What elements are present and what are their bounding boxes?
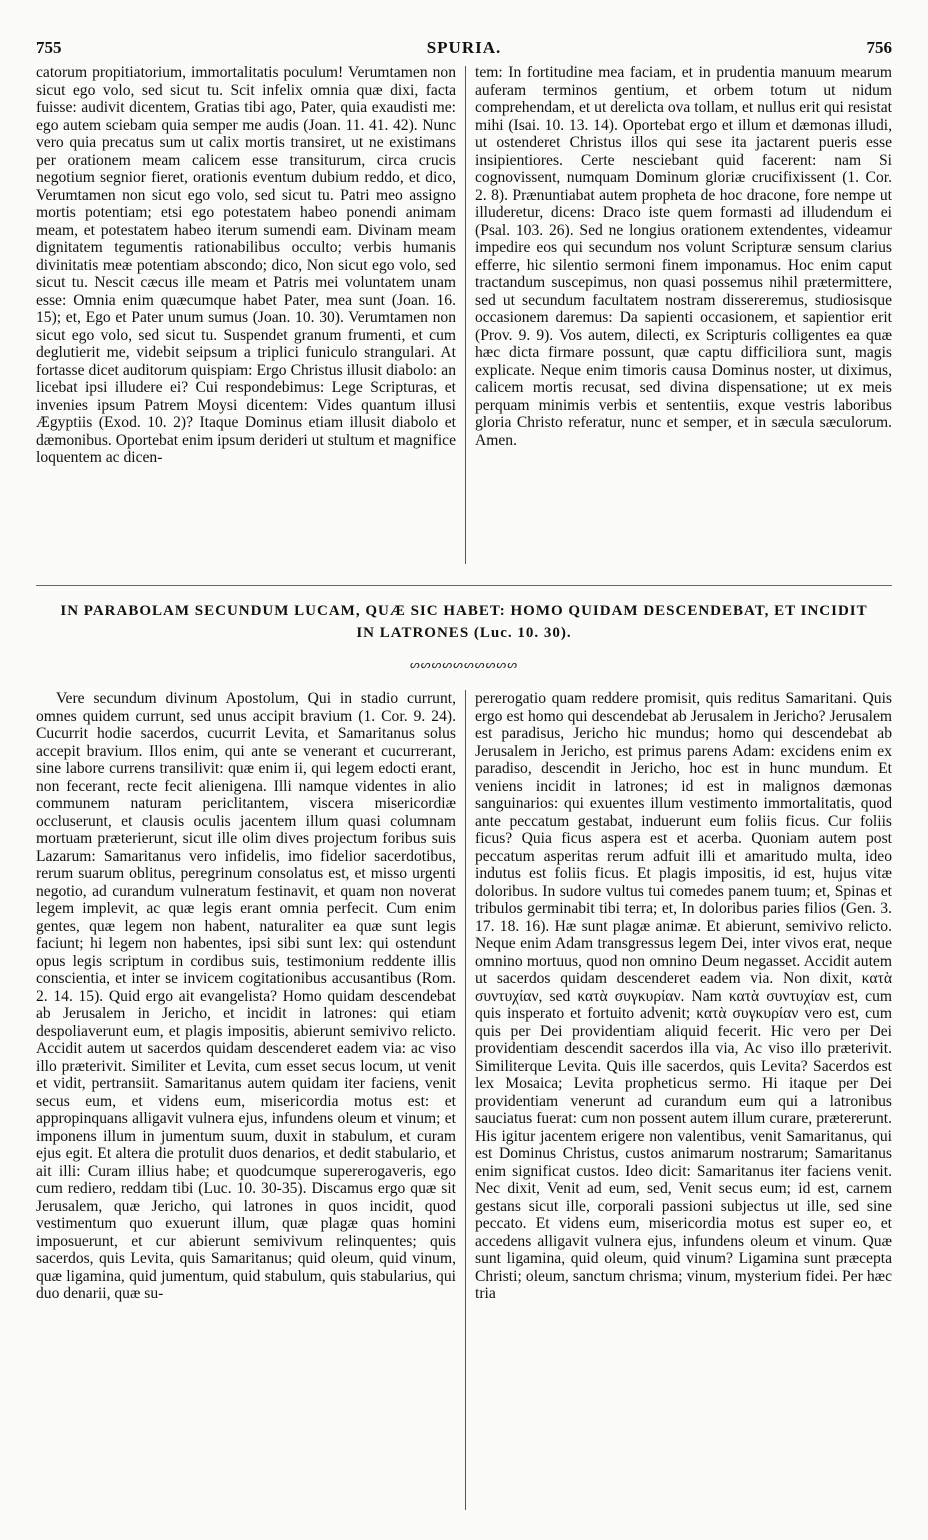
running-title: SPURIA. [426, 38, 502, 57]
bottom-right-text: pererogatio quam reddere promisit, quis reditus Samaritani. Quis ergo est homo qui descendebat ab Jerusalem in Jericho? Jerusalem est paradisus, Jericho hic mundus; homo qui descendebat ab Jerusalem in Jericho, est primus parens Adam: excidens enim ex paradiso, descendit in Jericho, hoc est in hunc mundum. Et veniens incidit in latrones; id est in malignos dæmonas sanguinarios: qui exuentes illum vestimento immortalitatis, quod ante peccatum gestabat, induerunt eum foliis ficus. Cur foliis ficus? Quia ficus aspera est et acerba. Quoniam autem post peccatum asperitas rerum adfuit illi et amaritudo multa, ideo indutus est foliis ficus. Et plagis impositis, id est, hujus vitæ doloribus. In sudore vultus tui comedes panem tuum; et, Spinas et tribulos germinabit tibi terra; et, In doloribus paries filios (Gen. 3. 17. 18. 16). Hæ sunt plagæ animæ. Et abierunt, semivivo relicto. Neque enim Adam transgressus legem Dei, inter vivos erat, neque omnino mortuus, quod non omnino Deum negasset. Accidit autem ut sacerdos quidam descenderet eadem via. Non dixit, κατὰ συντυχίαν, sed κατὰ συγκυρίαν. Nam κατὰ συντυχίαν est, cum quis insperato et fortuito advenit; κατὰ συγκυρίαν vero est, cum quis per Dei providentiam aliquid fecerit. Hic vero per Dei providentiam descendit sacerdos illa via, Ac viso illo præterivit. Similiterque Levita. Quis ille sacerdos, quis Levita? Sacerdos est lex Mosaica; Levita propheticus sermo. Hi itaque per Dei providentiam venerunt ad curandum eum qui a latronibus sauciatus fuerat: cum non possent autem illum curare, prætererunt. His igitur jacentem erigere non valentibus, venit Samaritanus, qui est Dominus Christus, custos animarum nostrarum; Samaritanus enim significat custos. Ideo dicit: Samaritanus iter faciens venit. Nec dixit, Venit ad eum, sed, Venit secus eum; id est, carnem gestans sicut ille, corporali passioni subjectus ut ille, sed sine peccato. Et videns eum, misericordia motus est super eo, et accedens alligavit vulnera ejus, infundens oleum et vinum. Quæ sunt ligamina, quid oleum, quid vinum? Ligamina sunt præcepta Christi; oleum, sanctum chrisma; vinum, mysterium fidei. Per hæc tria [475, 690, 892, 1302]
column-divider-bottom [465, 690, 466, 1510]
section-heading-line2: IN LATRONES (Luc. 10. 30). [356, 625, 572, 641]
ornament-divider: ᔕᔕᔕᔕᔕᔕᔕᔕᔕᔕ [409, 659, 519, 671]
top-right-column [475, 64, 892, 564]
section-heading-line1: IN PARABOLAM SECUNDUM LUCAM, QUÆ SIC HABET: HOMO QUIDAM DESCENDEBAT, ET INCIDIT [60, 603, 868, 619]
top-right-text: tem: In fortitudine mea faciam, et in prudentia manuum mearum auferam terminos gentium, et orbem totum ut nidum comprehendam, et ut derelicta ova tollam, et nullus erit qui resistat mihi (Isai. 10. 13. 14). Oportebat ergo et illum et dæmonas illudi, ut ostenderet Christus illos qui sese ita jactarent pueris esse insipientiores. Certe nesciebant quid facerent: nam Si cognovissent, numquam Dominum gloriæ crucifixissent (1. Cor. 2. 8). Prænuntiabat autem propheta de hoc dracone, fore nempe ut illuderetur, dicens: Draco iste quem formasti ad illudendum ei (Psal. 103. 26). Sed ne longius orationem extendentes, videamur impedire eos qui secundum nos volunt Scripturæ sensum clarius efferre, hic silentio sermoni finem imponamus. Hoc enim caput tractandum suscepimus, non quasi possemus nihil prætermittere, sed ut secundum facultatem nostram dissereremus, studiosisque occasionem daremus: Da sapienti occasionem, et sapientior erit (Prov. 9. 9). Vos autem, dilecti, ex Scripturis colligentes ea quæ hæc dicta firmare possunt, quæ captu difficiliora sunt, magis explicate. Neque enim timoris causa Dominus noster, ut diximus, calicem mortis recusat, sed divina dispensatione; ut ex meis perquam minimis verbis et sententiis, exque vestris laboribus gloria Christo referatur, nunc et semper, et in sæcula sæculorum. Amen. [475, 64, 892, 449]
top-left-column [36, 64, 456, 564]
column-divider-top [465, 66, 466, 564]
page-number-right: 756 [866, 38, 892, 57]
running-header [36, 38, 892, 60]
section-divider [36, 585, 892, 586]
bottom-right-column [475, 690, 892, 1510]
bottom-left-column [36, 690, 456, 1510]
bottom-left-text: Vere secundum divinum Apostolum, Qui in stadio currunt, omnes quidem currunt, sed unus accipit bravium (1. Cor. 9. 24). Cucurrit hodie sacerdos, cucurrit Levita, et Samaritanus solus accepit bravium. Illos enim, qui ante se venerant et cucurrerant, sine labore currens transilivit: quæ enim ii, qui legem edocti erant, non fecerant, recte fecit alienigena. Illi namque videntes in alio communem naturam periclitantem, viscera misericordiæ occluserunt, et clausis oculis jacentem illum quasi columnam mortuam præterierunt, sicut ille olim dives projectum foribus suis Lazarum: Samaritanus vero infidelis, imo fidelior sacerdotibus, rerum suarum oblitus, peregrinum consolatus est, et misso urgenti negotio, ad curandum vulneratum festinavit, et quam non noverat legem implevit, ac quæ legis erant omnia perfecit. Cum enim gentes, quæ legem non habent, naturaliter ea quæ sunt legis faciunt; hi legem non habentes, ipsi sibi sunt lex: qui ostendunt opus legis scriptum in cordibus suis, testimonium reddente illis conscientia, et inter se invicem cogitationibus accusantibus (Rom. 2. 14. 15). Quid ergo ait evangelista? Homo quidam descendebat ab Jerusalem in Jericho, et incidit in latrones: qui etiam despoliaverunt eum, et plagis impositis, abierunt semivivo relicto. Accidit autem ut sacerdos quidam descenderet eadem via: ac viso illo præterivit. Similiter et Levita, cum esset secus locum, ut venit et vidit, pertransiit. Samaritanus autem quidam iter faciens, venit secus eum, et videns eum, misericordia motus est: et appropinquans alligavit vulnera ejus, infundens oleum et vinum; et imponens illum in jumentum suum, duxit in stabulum, et curam ejus egit. Et altera die protulit duos denarios, et dedit stabulario, et ait illi: Curam illius habe; et quodcumque supererogaveris, ego cum rediero, reddam tibi (Luc. 10. 30-35). Discamus ergo quæ sit Jerusalem, quæ Jericho, qui latrones in quos incidit, quod vestimentum quo exuerunt illum, quæ plagæ quas homini imposuerunt, et cur abierunt semivivum relinquentes; quis sacerdos, quis Levita, quis Samaritanus; quid oleum, quid vinum, quæ ligamina, quid jumentum, quid stabulum, quis stabularius, qui duo denarii, quæ su- [36, 690, 456, 1302]
top-left-text: catorum propitiatorium, immortalitatis poculum! Verumtamen non sicut ego volo, sed sicut tu. Scit infelix omnia quæ dixi, facta fuisse: audivit dicentem, Gratias tibi ago, Pater, quia exaudisti me: ego autem sciebam quia semper me audis (Joan. 11. 41. 42). Nunc vero quia precatus sum ut calix mortis transiret, ut ne existimans per orationem meam calicem esse transiturum, circa crucis negotium segnior fieret, orationis eventum dubium reddo, et dico, Verumtamen non sicut ego volo, sed sicut tu. Patri meo assigno mortis potentiam; etsi ego potestatem habeo ponendi animam meam, et potestatem habeo iterum sumendi eam. Divinam meam dignitatem tegumentis rationabilibus occulto; verbis humanis divinitatis meæ potentiam abscondo; dico, Non sicut ego volo, sed sicut tu. Nescit cæcus ille meam et Patris mei voluntatem unam esse: Omnia enim quæcumque habet Pater, mea sunt (Joan. 16. 15); et, Ego et Pater unum sumus (Joan. 10. 30). Verumtamen non sicut ego volo, sed sicut tu. Suspendet granum frumenti, et cum deglutierit me, videbit seipsum a triplici funiculo strangulari. At fortasse dicet auditorum quispiam: Ergo Christus illusit diabolo: an licebat ipsi illudere ei? Cui respondebimus: Lege Scripturas, et invenies ipsum Patrem Moysi dicentem: Vides quantum illusi Ægyptiis (Exod. 10. 2)? Itaque Dominus etiam illusit diabolo et dæmonibus. Oportebat enim ipsum derideri ut stultum et magnifice loquentem ac dicen- [36, 64, 456, 466]
page-number-left: 755 [36, 38, 62, 57]
section-heading [36, 600, 892, 644]
